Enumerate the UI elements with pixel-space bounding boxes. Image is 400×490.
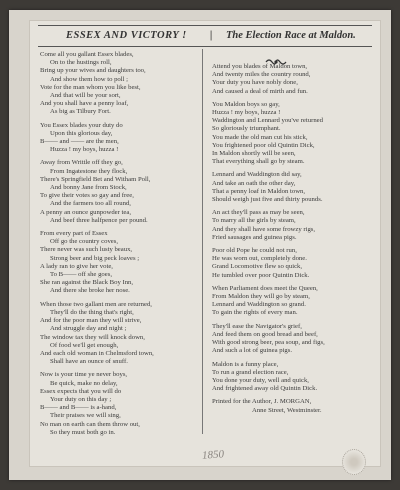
verse-line: There's Springfield Bet and Witham Poll, [40, 175, 151, 183]
right-column-song [212, 51, 372, 415]
verse-line: There never was such lusty beaux, [40, 246, 133, 254]
title-essex-and-victory: ESSEX AND VICTORY ! [66, 30, 187, 41]
verse-line: To give their votes so gay and free, [40, 192, 134, 200]
verse-line: Off go the country coves, [50, 238, 119, 246]
verse-line: Their praises we will sing, [50, 412, 121, 420]
verse-line: Attend you blades of Maldon town, [212, 63, 308, 70]
verse-line: They'll do the thing that's right, [50, 308, 134, 316]
verse-line: You Essex blades your duty do [40, 121, 123, 129]
verse-line: And such a lot of guinea pigs. [212, 347, 293, 355]
verse-line: She ran against the Black Boy Inn, [40, 279, 134, 287]
verse-line: When those two gallant men are returned, [40, 300, 152, 308]
verse-line: And feed them on good bread and beef, [212, 330, 318, 338]
title-election-race: The Election Race at Maldon. [226, 30, 356, 41]
verse-line: You done your duty, well and quick, [212, 376, 309, 384]
verse-line: To gain the rights of every man. [212, 309, 298, 317]
verse-line: Maldon is a funny place, [212, 360, 279, 368]
headline-bar [38, 25, 372, 47]
verse-line: And that will be your sort, [50, 92, 121, 100]
verse-line: Grand Locomotive flew so quick, [212, 263, 303, 271]
verse-line: Your duty on this day ; [50, 395, 112, 403]
library-stamp [342, 449, 366, 475]
verse-line: And there she broke her nose. [50, 287, 130, 295]
verse-line: Waddington and Lennard you've returned [212, 117, 323, 125]
title-separator: | [210, 30, 213, 41]
verse-line: And for the poor man they will strive, [40, 317, 142, 325]
stanza [40, 301, 200, 367]
verse-line: And twenty miles the country round, [212, 71, 311, 79]
pencil-date-note: 1850 [201, 448, 225, 462]
left-column-song [40, 51, 200, 442]
verse-line: Fried sausages and guinea pigs. [212, 233, 297, 241]
verse-line: A penny an ounce gunpowder tea, [40, 208, 131, 216]
stanza [212, 247, 372, 280]
verse-line: In Maldon shortly will be seen, [212, 150, 296, 158]
verse-line: The window tax they will knock down, [40, 333, 145, 341]
verse-line: Vote for the man whom you like best, [40, 83, 141, 91]
verse-line: From Maldon they will go by steam, [212, 293, 310, 301]
verse-line: An act they'll pass as may be seen, [212, 209, 305, 217]
verse-line: Lennard and Waddington did say, [212, 171, 302, 179]
verse-line: Poor old Pope he could not run, [212, 247, 297, 255]
stanza [212, 361, 372, 394]
verse-line: And caused a deal of mirth and fun. [212, 87, 308, 95]
verse-line: Your duty you have nobly done, [212, 79, 298, 87]
verse-line: And bonny Jane from Stock, [50, 184, 127, 192]
verse-line: You Maldon boys so gay, [212, 100, 280, 108]
stanza [212, 323, 372, 356]
verse-line: That everything shall go by steam. [212, 158, 305, 166]
stanza [40, 230, 200, 296]
verse-line: Away from Writtle off they go, [40, 159, 123, 167]
stanza [40, 159, 200, 225]
verse-line: You frightened poor old Quintin Dick, [212, 141, 315, 149]
verse-line: You made the old man cut his stick, [212, 133, 308, 141]
verse-line: He was worn out, completely done. [212, 255, 307, 263]
stanza [40, 371, 200, 437]
verse-line: Should weigh just five and thirty pounds. [212, 196, 323, 204]
verse-line: So gloriously triumphant. [212, 125, 281, 133]
imprint-line-1: Printed for the Author, J. MORGAN, [212, 398, 312, 406]
verse-line: To marry all the girls by steam, [212, 217, 296, 225]
stanza [212, 285, 372, 318]
verse-line: Huzza ! my boys, huzza ! [212, 109, 281, 117]
right-stanzas [212, 63, 372, 393]
stanza [40, 51, 200, 117]
verse-line: Shall have an ounce of snuff. [50, 358, 128, 366]
verse-line: Lennard and Waddington so grand. [212, 301, 306, 309]
mount-card [9, 10, 391, 480]
stanza [212, 209, 372, 242]
verse-line: And they shall have some frowzy rigs, [212, 225, 316, 233]
verse-line: Bring up your wives and daughters too, [40, 67, 146, 75]
verse-line: And beef three halfpence per pound. [50, 216, 148, 224]
verse-line: Of food we'll get enough, [50, 341, 119, 349]
verse-line: On to the hustings roll, [50, 59, 112, 67]
column-divider [202, 49, 203, 434]
verse-line: He tumbled over poor Quintin Dick. [212, 271, 310, 279]
verse-line: Strong beer and big peck loaves ; [50, 254, 140, 262]
verse-line: And you shall have a penny loaf, [40, 100, 129, 108]
stanza [212, 171, 372, 204]
verse-line: Be quick, make no delay, [50, 379, 118, 387]
stanza [40, 122, 200, 155]
verse-line: And the farmers too all round, [50, 200, 131, 208]
stanza [212, 63, 372, 96]
verse-line: And frightened away old Quintin Dick. [212, 385, 318, 393]
imprint-line-2: Anne Street, Westminster. [252, 406, 322, 414]
verse-line: To run a grand election race, [212, 368, 289, 376]
verse-line: Come all you gallant Essex blades, [40, 51, 134, 58]
verse-line: From Ingatestone they flock, [50, 167, 128, 175]
verse-line: Upon this glorious day, [50, 129, 113, 137]
imprint [212, 398, 372, 414]
verse-line: They'll ease the Navigator's grief, [212, 322, 302, 330]
verse-line: No man on earth can them throw out, [40, 420, 140, 428]
verse-line: B—— and —— are the men, [40, 138, 119, 146]
verse-line: And each old woman in Chelmsford town, [40, 349, 154, 357]
broadside-sheet [29, 20, 381, 467]
verse-line: Huzza ! my boys, huzza ! [50, 146, 119, 154]
verse-line: With good strong beer, pea soup, and figs, [212, 339, 325, 347]
verse-line: And take an oath the other day, [212, 179, 296, 187]
verse-line: From every part of Essex [40, 230, 108, 238]
verse-line: When Parliament does meet the Queen, [212, 284, 318, 292]
verse-line: To B—— off she goes, [50, 271, 113, 279]
verse-line: That a penny loaf in Maldon town, [212, 187, 306, 195]
verse-line: B—— and B—— is a-hand, [40, 404, 117, 412]
verse-line: As big as Tilbury Fort. [50, 108, 111, 116]
verse-line: Essex expects that you will do [40, 387, 122, 395]
verse-line: So they must both go in. [50, 428, 116, 436]
verse-line: Now is your time ye never boys, [40, 371, 128, 379]
verse-line: A lady ran to give her vote, [40, 262, 113, 270]
verse-line: And show them how to poll ; [50, 75, 129, 83]
verse-line: And struggle day and night ; [50, 325, 127, 333]
stanza [212, 101, 372, 167]
